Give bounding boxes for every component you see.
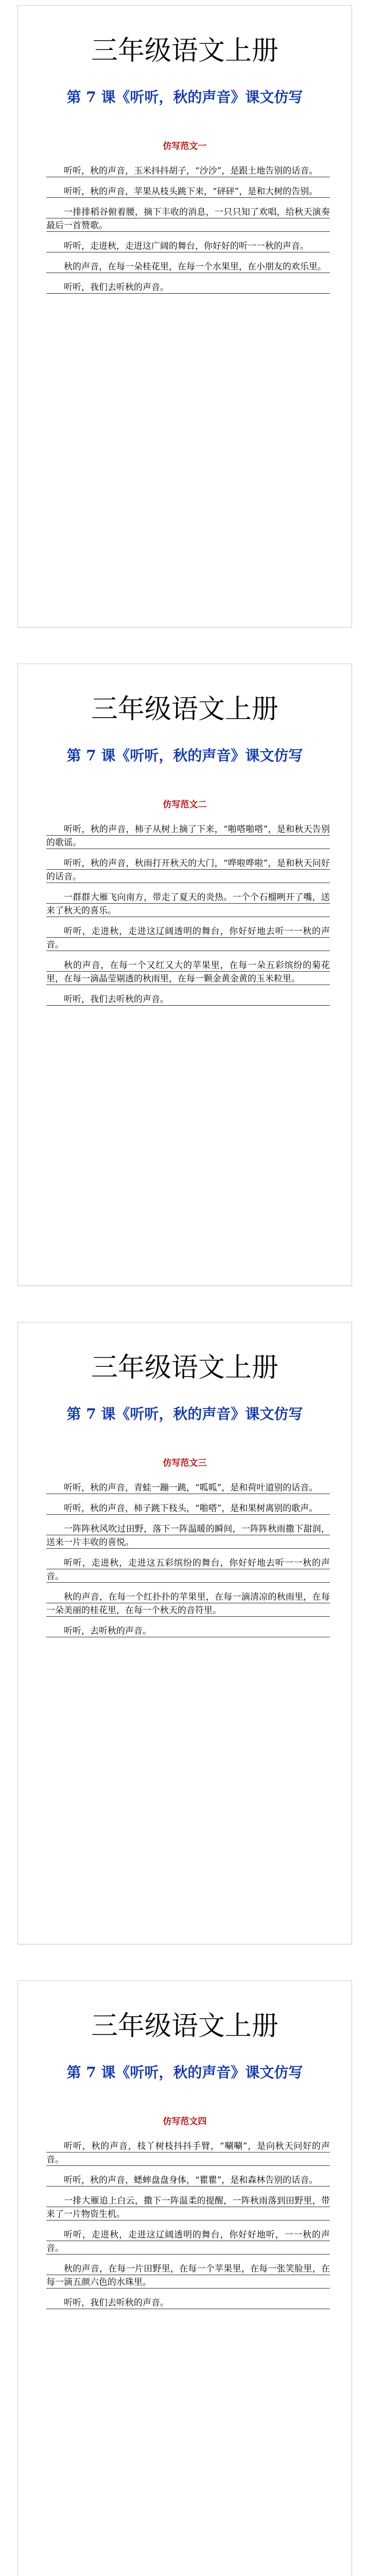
paragraph: 听听，秋的声音，苹果从枝头跳下来，“砰砰”，是和大树的告别。 — [46, 185, 330, 198]
paragraph: 一排大雁追上白云，撒下一阵温柔的提醒，一阵秋雨落到田野里，带来了一片物资生机。 — [46, 2194, 330, 2221]
lesson-subtitle: 第 7 课《听听，秋的声音》课文仿写 — [66, 89, 303, 106]
page-3 — [17, 1322, 352, 1944]
page-title: 三年级语文上册 — [91, 694, 278, 725]
lesson-subtitle: 第 7 课《听听，秋的声音》课文仿写 — [66, 747, 303, 764]
paragraph: 一排排稻谷俯着腰，摘下丰收的消息，一只只知了欢唱，给秋天演奏最后一首赞歌。 — [46, 206, 330, 232]
essay-body — [46, 1481, 330, 1645]
sample-label: 仿写范文一 — [163, 141, 207, 151]
page-2 — [17, 664, 352, 1286]
paragraph: 听听，去听秋的声音。 — [46, 1624, 330, 1638]
paragraph: 秋的声音，在每一个又红又大的苹果里，在每一朵五彩缤纷的菊花里，在每一滴晶莹剔透的秋雨里，在每一颗金黄金黄的玉米粒里。 — [46, 959, 330, 986]
paragraph: 听听，秋的声音，秋雨打开秋天的大门，“哗啦哗啦”，是和秋天问好的话音。 — [46, 857, 330, 884]
paragraph: 听听，秋的声音，柿子从树上摘了下来，“啪嗒啪嗒”，是和秋天告别的歌谣。 — [46, 823, 330, 850]
paragraph: 秋的声音，在每一朵桂花里，在每一个水果里，在小朋友的欢乐里。 — [46, 260, 330, 274]
paragraph: 听听，我们去听秋的声音。 — [46, 281, 330, 294]
essay-body — [46, 2140, 330, 2317]
page-1 — [17, 5, 352, 628]
paragraph: 听听，我们去听秋的声音。 — [46, 2296, 330, 2310]
sample-label: 仿写范文四 — [163, 2116, 207, 2127]
paragraph: 听听，秋的声音，玉米抖抖胡子，“沙沙”，是跟土地告别的话音。 — [46, 164, 330, 178]
paragraph: 听听，走进秋，走进这辽阔透明的舞台，你好好地去听一一秋的声音。 — [46, 925, 330, 952]
paragraph: 一阵阵秋风吹过田野，落下一阵温暖的瞬间，一阵阵秋雨撒下甜润，送来一片丰收的喜悦。 — [46, 1522, 330, 1549]
sample-label: 仿写范文二 — [163, 800, 207, 810]
paragraph: 听听，我们去听秋的声音。 — [46, 993, 330, 1006]
page-4 — [17, 1980, 352, 2576]
page-title: 三年级语文上册 — [91, 1352, 278, 1383]
essay-body — [46, 164, 330, 301]
essay-body — [46, 823, 330, 1013]
page-title: 三年级语文上册 — [91, 2011, 278, 2042]
paragraph: 秋的声音，在每一片田野里，在每一个苹果里，在每一张笑脸里，在每一滴五颜六色的水珠里。 — [46, 2262, 330, 2289]
paragraph: 听听，秋的声音，枝丫树枝抖抖手臂，“唰唰”，是向秋天问好的声音。 — [46, 2140, 330, 2166]
paragraph: 秋的声音，在每一个红扑扑的苹果里，在每一滴清凉的秋雨里，在每一朵美丽的桂花里，在每一个秋天的音符里。 — [46, 1590, 330, 1617]
paragraph: 听听，秋的声音，柿子跳下枝头，“啪嗒”，是和果树离别的歌声。 — [46, 1502, 330, 1515]
paragraph: 听听，秋的声音，蟋蟀盘盘身体，“瞿瞿”，是和森林告别的话音。 — [46, 2174, 330, 2187]
paragraph: 听听，走进秋，走进这辽阔透明的舞台，你好好地听，一一秋的声音。 — [46, 2228, 330, 2255]
sample-label: 仿写范文三 — [163, 1458, 207, 1468]
paragraph: 听听，走进秋，走进这广阔的舞台，你好好的听一一秋的声音。 — [46, 240, 330, 253]
lesson-subtitle: 第 7 课《听听，秋的声音》课文仿写 — [66, 1405, 303, 1422]
paragraph: 一群群大雁飞向南方，带走了夏天的炎热。一个个石榴咧开了嘴，送来了秋天的喜乐。 — [46, 891, 330, 918]
paragraph: 听听，走进秋，走进这五彩缤纷的舞台，你好好地去听一一秋的声音。 — [46, 1556, 330, 1583]
paragraph: 听听，秋的声音，青蛙一蹦一跳，“呱呱”，是和荷叶道别的话音。 — [46, 1481, 330, 1495]
page-title: 三年级语文上册 — [91, 36, 278, 66]
lesson-subtitle: 第 7 课《听听，秋的声音》课文仿写 — [66, 2064, 303, 2081]
